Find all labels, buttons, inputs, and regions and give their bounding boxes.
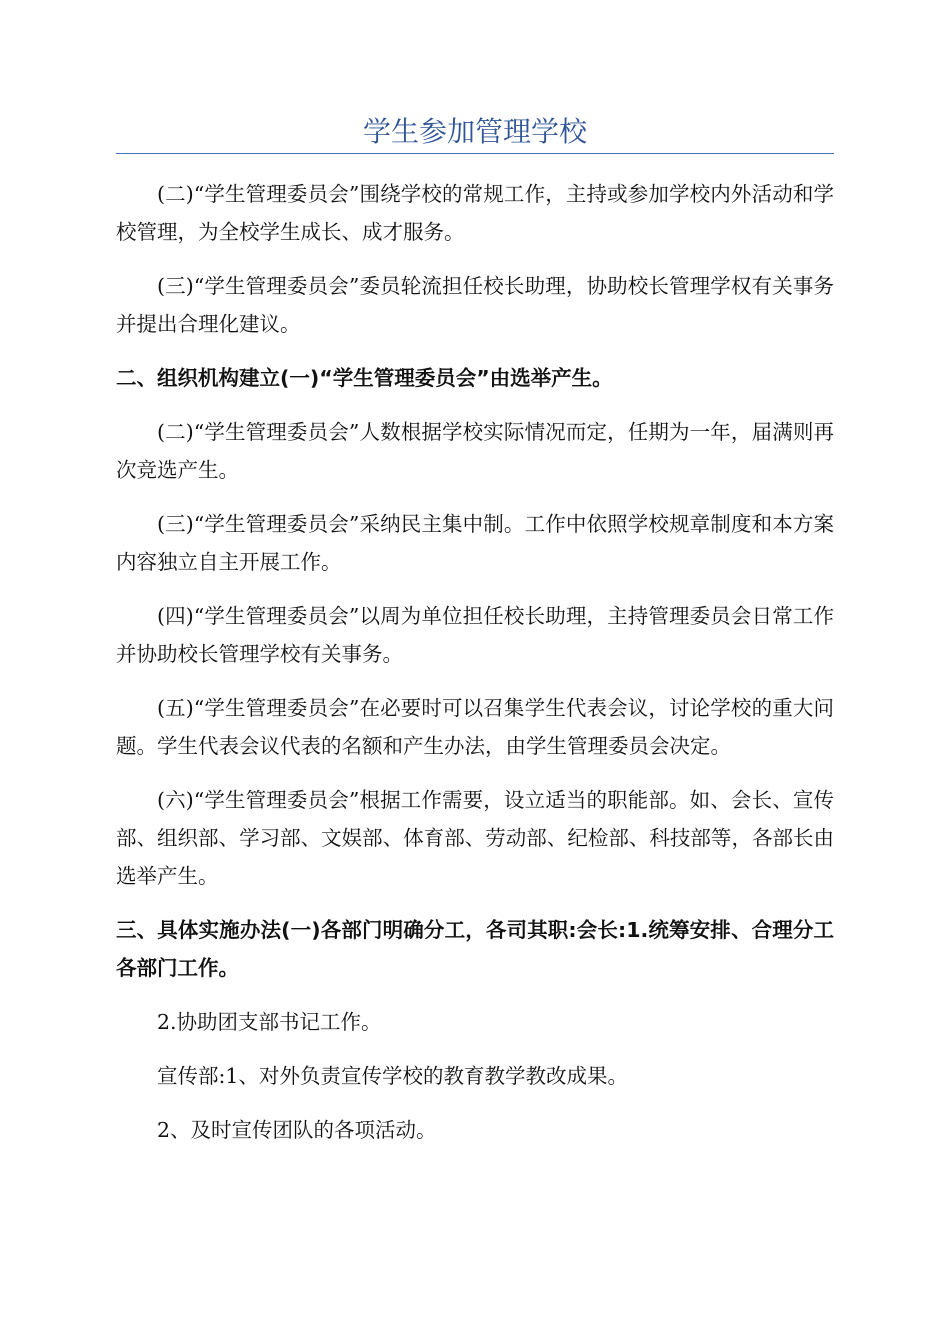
paragraph: (五)“学生管理委员会”在必要时可以召集学生代表会议，讨论学校的重大问题。学生代表会议代表的名额和产生办法，由学生管理委员会决定。 xyxy=(116,696,834,758)
paragraph: 2.协助团支部书记工作。 xyxy=(157,1010,382,1034)
section-heading: 三、具体实施办法(一)各部门明确分工，各司其职:会长:1.统筹安排、合理分工各部门工作。 xyxy=(116,918,834,980)
paragraph: (三)“学生管理委员会”采纳民主集中制。工作中依照学校规章制度和本方案内容独立自主开展工作。 xyxy=(116,512,834,574)
paragraph: (二)“学生管理委员会”人数根据学校实际情况而定，任期为一年，届满则再次竞选产生。 xyxy=(116,420,834,482)
document-body xyxy=(116,175,834,1165)
section-heading: 二、组织机构建立(一)“学生管理委员会”由选举产生。 xyxy=(116,366,613,390)
document-title: 学生参加管理学校 xyxy=(362,115,587,148)
title-underline xyxy=(116,153,834,154)
paragraph: (四)“学生管理委员会”以周为单位担任校长助理，主持管理委员会日常工作并协助校长管理学校有关事务。 xyxy=(116,604,834,666)
paragraph: (三)“学生管理委员会”委员轮流担任校长助理，协助校长管理学权有关事务并提出合理化建议。 xyxy=(116,274,834,336)
paragraph: 2、及时宣传团队的各项活动。 xyxy=(157,1118,437,1142)
paragraph: (二)“学生管理委员会”围绕学校的常规工作，主持或参加学校内外活动和学校管理，为全校学生成长、成才服务。 xyxy=(116,182,834,244)
paragraph: 宣传部:1、对外负责宣传学校的教育教学教改成果。 xyxy=(157,1064,628,1088)
paragraph: (六)“学生管理委员会”根据工作需要，设立适当的职能部。如、会长、宣传部、组织部、学习部、文娱部、体育部、劳动部、纪检部、科技部等，各部长由选举产生。 xyxy=(116,788,834,888)
